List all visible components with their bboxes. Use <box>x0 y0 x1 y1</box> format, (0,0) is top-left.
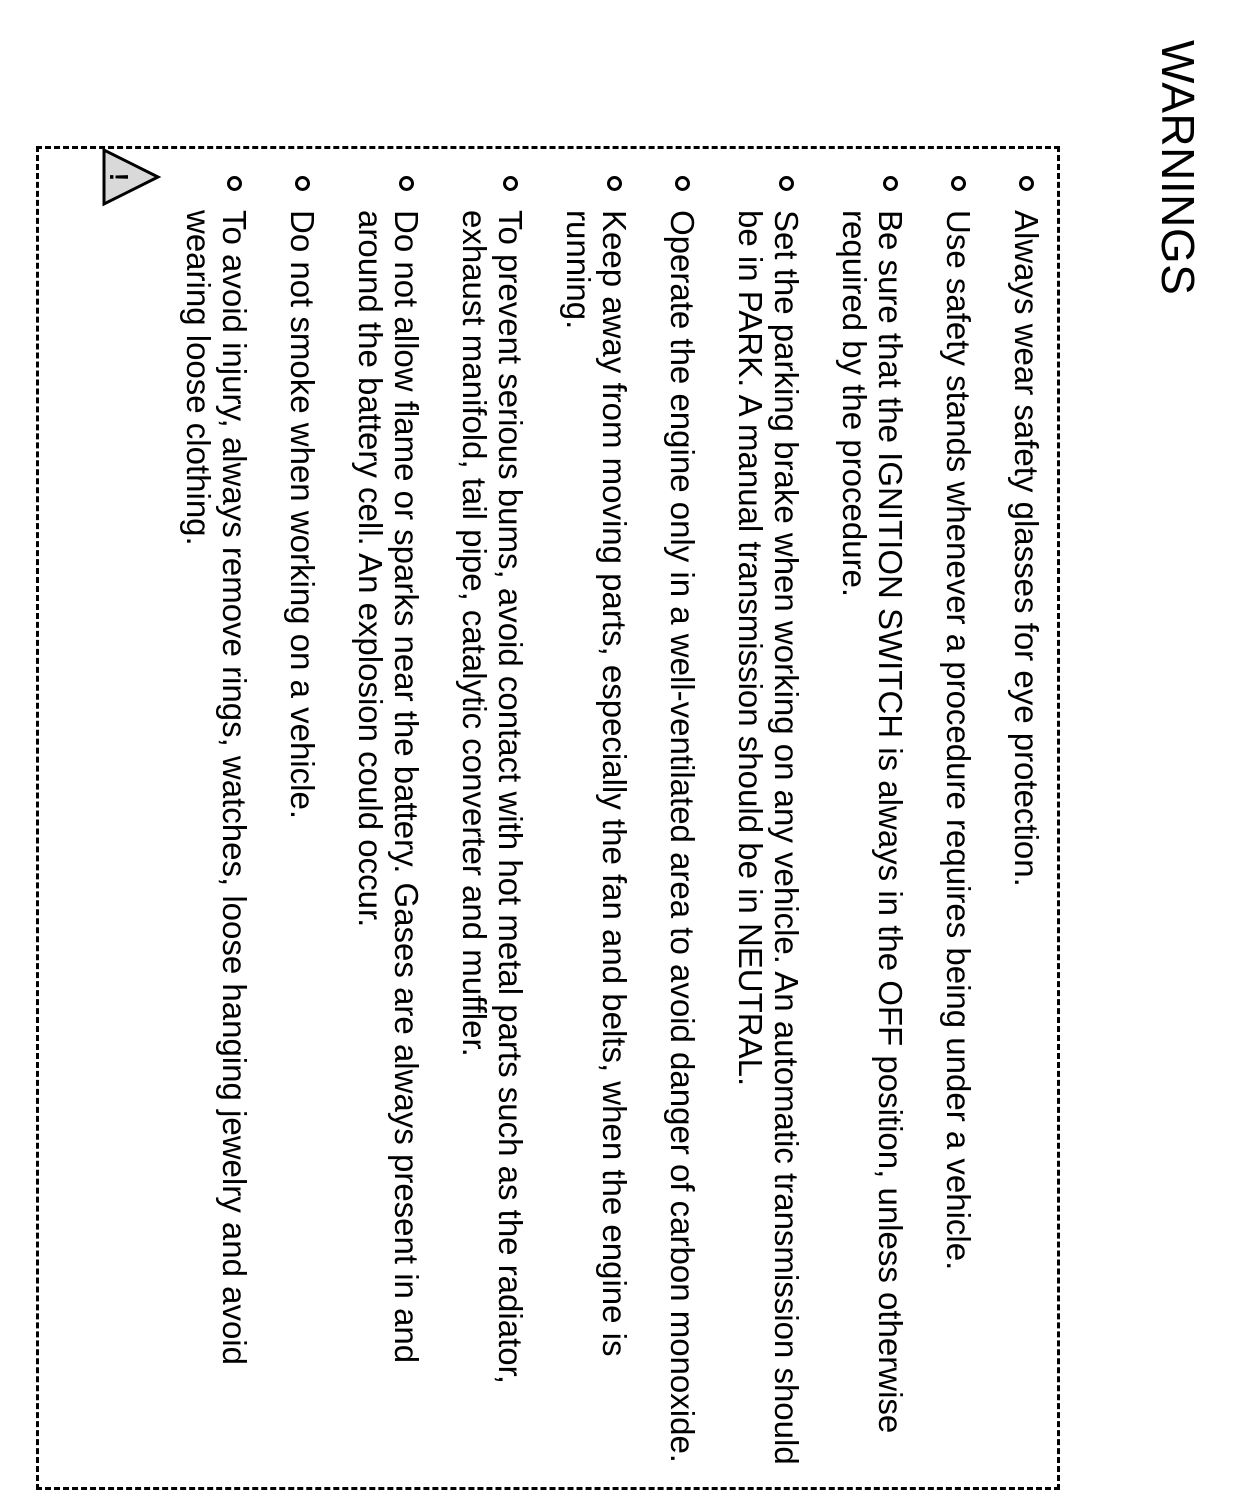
list-item <box>836 174 908 1474</box>
bullet-circle-icon <box>883 176 898 191</box>
bullet-circle-icon <box>503 176 518 191</box>
list-item-text: Be sure that the IGNITION SWITCH is always in the OFF position, unless otherwise required by the procedure. <box>836 210 909 1434</box>
list-item <box>732 174 804 1474</box>
bullet-circle-icon <box>607 176 622 191</box>
bullet-circle-icon <box>1019 176 1034 191</box>
bullet-circle-icon <box>779 176 794 191</box>
page-title: WARNINGS <box>1152 40 1204 296</box>
bullet-circle-icon <box>227 176 242 191</box>
list-item-text: Use safety stands whenever a procedure requires being under a vehicle. <box>940 210 977 1271</box>
list-item-text: Always wear safety glasses for eye protection. <box>1008 210 1045 887</box>
warning-list <box>148 174 1044 1474</box>
warning-exclamation: ! <box>104 172 134 182</box>
list-item <box>352 174 424 1474</box>
list-item <box>180 174 252 1474</box>
bullet-circle-icon <box>675 176 690 191</box>
list-item <box>560 174 632 1474</box>
list-item-text: Do not allow flame or sparks near the battery. Gases are always present in and around the battery cell. An explosion could occur. <box>352 210 425 1364</box>
list-item-text: Set the parking brake when working on any vehicle. An automatic transmission should be in PARK. A manual transmission should be in NEUTRAL. <box>732 210 805 1465</box>
list-item-text: Do not smoke when working on a vehicle. <box>284 210 321 819</box>
list-item <box>284 174 320 1474</box>
list-item-text: To prevent serious bums, avoid contact with hot metal parts such as the radiator, exhaust manifold, tail pipe, catalytic converter and muffler. <box>456 210 529 1384</box>
bullet-circle-icon <box>295 176 310 191</box>
list-item-text: To avoid injury, always remove rings, watches, loose hanging jewelry and avoid wearing loose clothing. <box>180 210 253 1365</box>
list-item <box>1008 174 1044 1474</box>
bullet-circle-icon <box>951 176 966 191</box>
list-item <box>456 174 528 1474</box>
list-item-text: Operate the engine only in a well-ventilated area to avoid danger of carbon monoxide. <box>664 210 701 1463</box>
list-item <box>664 174 700 1474</box>
list-item <box>940 174 976 1474</box>
list-item-text: Keep away from moving parts, especially the fan and belts, when the engine is running. <box>560 210 633 1357</box>
bullet-circle-icon <box>399 176 414 191</box>
